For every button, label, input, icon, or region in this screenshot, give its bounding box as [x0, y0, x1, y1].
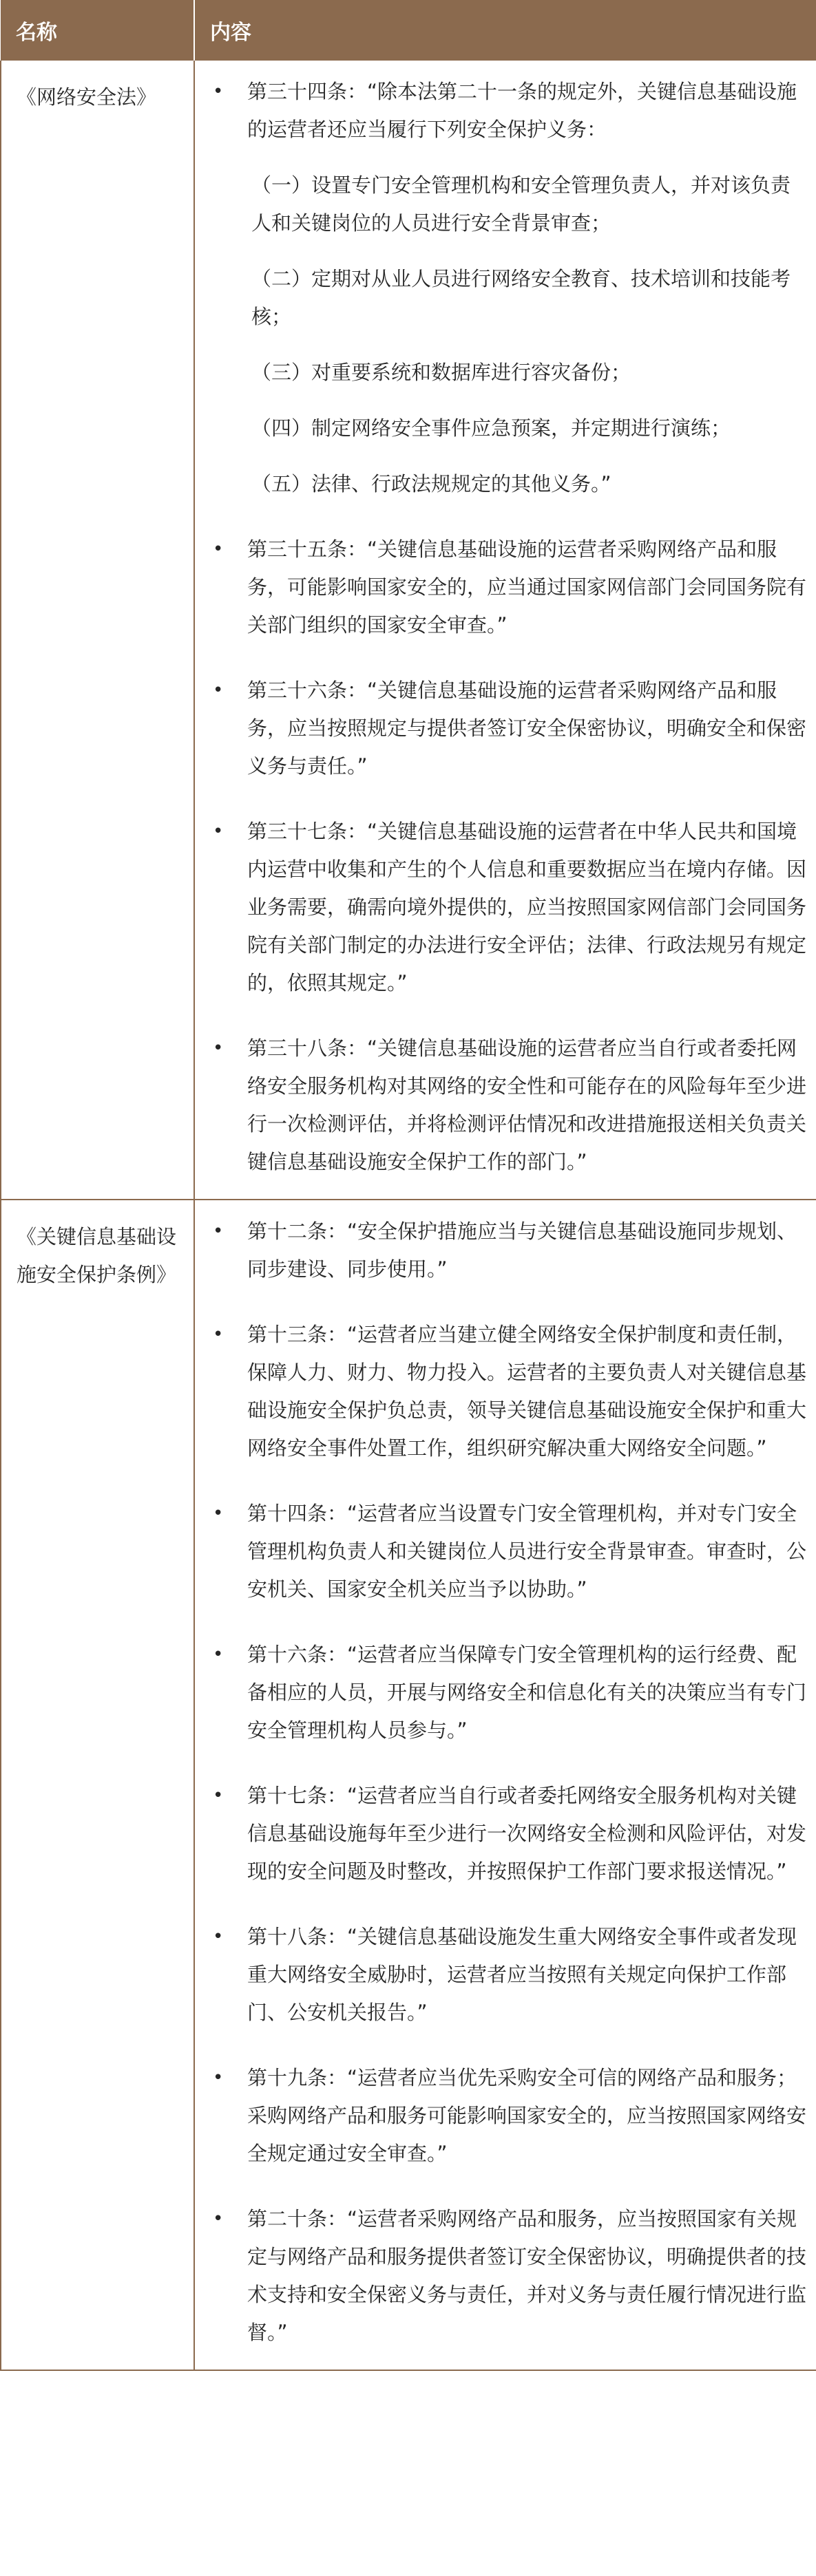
header-name: 名称 [1, 0, 194, 61]
article-clause: （一）设置专门安全管理机构和安全管理负责人，并对该负责人和关键岗位的人员进行安全背景审查； [251, 173, 791, 235]
article-item [203, 813, 806, 1002]
article-list [203, 1213, 806, 2352]
article-text: 第三十六条：“关键信息基础设施的运营者采购网络产品和服务，应当按照规定与提供者签订安全保密协议，明确安全和保密义务与责任。” [247, 679, 807, 778]
article-item [203, 1495, 806, 1608]
bullet-icon: • [213, 680, 224, 701]
bullet-icon: • [213, 2208, 224, 2229]
bullet-icon: • [213, 81, 224, 102]
article-text: 第三十四条：“除本法第二十一条的规定外，关键信息基础设施的运营者还应当履行下列安全保护义务： [247, 80, 797, 141]
article-item [203, 1316, 806, 1467]
article-clause: （五）法律、行政法规规定的其他义务。” [251, 472, 611, 496]
law-content-cell [194, 61, 816, 1200]
bullet-icon: • [213, 1324, 224, 1345]
article-text: 第三十八条：“关键信息基础设施的运营者应当自行或者委托网络安全服务机构对其网络的安全性和可能存在的风险每年至少进行一次检测评估，并将检测评估情况和改进措施报送相关负责关键信息基础设施安全保护工作的部门。” [247, 1036, 807, 1173]
bullet-icon: • [213, 2067, 224, 2088]
article-list [203, 73, 806, 1181]
law-name-cell: 《关键信息基础设施安全保护条例》 [1, 1200, 194, 2370]
article-item [203, 1777, 806, 1891]
article-text: 第十八条：“关键信息基础设施发生重大网络安全事件或者发现重大网络安全威胁时，运营者应当按照有关规定向保护工作部门、公安机关报告。” [247, 1925, 797, 2024]
article-item [203, 531, 806, 644]
bullet-icon: • [213, 1221, 224, 1242]
table-row [1, 1200, 816, 2370]
bullet-icon: • [213, 1644, 224, 1665]
header-content: 内容 [194, 0, 816, 61]
article-clause: （三）对重要系统和数据库进行容灾备份； [251, 361, 631, 384]
article-item [203, 73, 806, 503]
table-header-row [1, 0, 816, 61]
article-text: 第十三条：“运营者应当建立健全网络安全保护制度和责任制，保障人力、财力、物力投入。运营者的主要负责人对关键信息基础设施安全保护负总责，领导关键信息基础设施安全保护和重大网络安全事件处置工作，组织研究解决重大网络安全问题。” [247, 1323, 807, 1460]
article-text: 第十七条：“运营者应当自行或者委托网络安全服务机构对关键信息基础设施每年至少进行一次网络安全检测和风险评估，对发现的安全问题及时整改，并按照保护工作部门要求报送情况。” [247, 1784, 807, 1883]
article-text: 第二十条：“运营者采购网络产品和服务，应当按照国家有关规定与网络产品和服务提供者签订安全保密协议，明确提供者的技术支持和安全保密义务与责任，并对义务与责任履行情况进行监督。” [247, 2207, 807, 2344]
table-body [1, 61, 816, 2370]
law-name-cell: 《网络安全法》 [1, 61, 194, 1200]
article-text: 第三十五条：“关键信息基础设施的运营者采购网络产品和服务，可能影响国家安全的，应当通过国家网信部门会同国务院有关部门组织的国家安全审查。” [247, 537, 807, 637]
article-text: 第三十七条：“关键信息基础设施的运营者在中华人民共和国境内运营中收集和产生的个人信息和重要数据应当在境内存储。因业务需要，确需向境外提供的，应当按照国家网信部门会同国务院有关部门制定的办法进行安全评估；法律、行政法规另有规定的，依照其规定。” [247, 820, 807, 994]
article-item [203, 2200, 806, 2352]
article-item [203, 1030, 806, 1181]
bullet-icon: • [213, 539, 224, 560]
article-clause: （二）定期对从业人员进行网络安全教育、技术培训和技能考核； [251, 267, 791, 328]
article-text: 第十二条：“安全保护措施应当与关键信息基础设施同步规划、同步建设、同步使用。” [247, 1220, 797, 1281]
article-item [203, 1213, 806, 1288]
article-clause: （四）制定网络安全事件应急预案，并定期进行演练； [251, 416, 731, 440]
bullet-icon: • [213, 1926, 224, 1947]
table-row [1, 61, 816, 1200]
bullet-icon: • [213, 1038, 224, 1058]
article-item [203, 1918, 806, 2032]
bullet-icon: • [213, 1785, 224, 1806]
article-text: 第十九条：“运营者应当优先采购安全可信的网络产品和服务；采购网络产品和服务可能影响国家安全的，应当按照国家网络安全规定通过安全审查。” [247, 2066, 807, 2165]
article-item [203, 672, 806, 785]
article-text: 第十四条：“运营者应当设置专门安全管理机构，并对专门安全管理机构负责人和关键岗位人员进行安全背景审查。审查时，公安机关、国家安全机关应当予以协助。” [247, 1502, 807, 1601]
bullet-icon: • [213, 821, 224, 842]
law-content-cell [194, 1200, 816, 2370]
article-item [203, 2059, 806, 2173]
article-text: 第十六条：“运营者应当保障专门安全管理机构的运行经费、配备相应的人员，开展与网络安全和信息化有关的决策应当有专门安全管理机构人员参与。” [247, 1643, 807, 1742]
article-item [203, 1636, 806, 1749]
bullet-icon: • [213, 1503, 224, 1524]
